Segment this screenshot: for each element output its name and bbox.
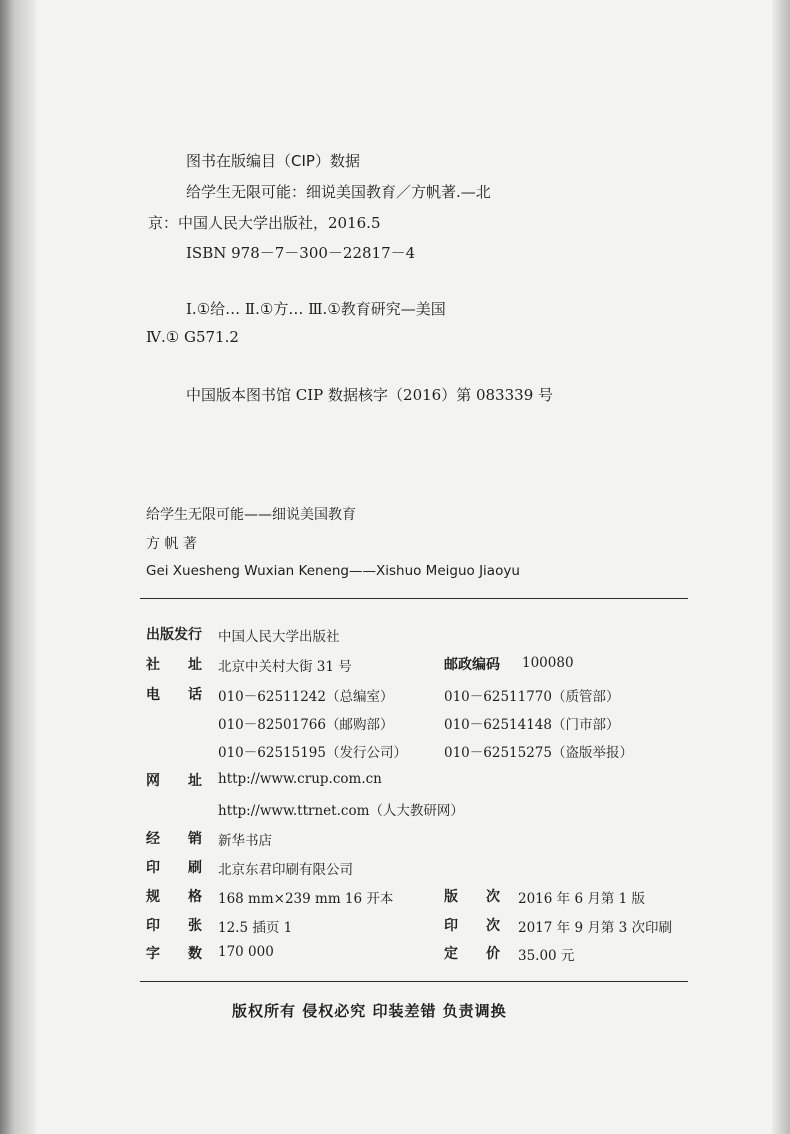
page-edge-shadow — [772, 0, 790, 1134]
phone-left-2: 010－82501766（邮购部） — [218, 717, 394, 733]
label-word-count: 字 数 — [146, 946, 202, 962]
value-printing: 2017 年 9 月第 3 次印刷 — [518, 920, 672, 936]
label-publisher: 出版发行 — [146, 627, 202, 643]
value-word-count: 170 000 — [218, 944, 274, 960]
label-edition: 版 次 — [444, 889, 500, 905]
label-spec: 规 格 — [146, 889, 202, 905]
cip-line-1: 给学生无限可能：细说美国教育／方帆著.—北 — [186, 183, 491, 201]
value-website-1: http://www.crup.com.cn — [218, 771, 382, 787]
label-price: 定 价 — [444, 946, 500, 962]
label-sheets: 印 张 — [146, 918, 202, 934]
label-postcode: 邮政编码 — [444, 657, 500, 673]
phone-right-3: 010－62515275（盗版举报） — [444, 745, 633, 761]
page-binding-shadow — [0, 0, 36, 1134]
book-title-pinyin: Gei Xuesheng Wuxian Keneng——Xishuo Meiguo Jiaoyu — [146, 563, 520, 579]
label-address: 社 址 — [146, 657, 202, 673]
phone-left-1: 010－62511242（总编室） — [218, 689, 394, 705]
cip-heading: 图书在版编目（CIP）数据 — [186, 152, 360, 170]
label-phone: 电 话 — [146, 687, 202, 703]
label-distributor: 经 销 — [146, 831, 202, 847]
divider-bottom — [140, 981, 688, 982]
label-website: 网 址 — [146, 773, 202, 789]
value-edition: 2016 年 6 月第 1 版 — [518, 891, 645, 907]
label-printer: 印 刷 — [146, 860, 202, 876]
cip-approval-number: 中国版本图书馆 CIP 数据核字（2016）第 083339 号 — [186, 386, 554, 404]
book-author: 方 帆 著 — [146, 536, 197, 552]
divider-top — [140, 598, 688, 599]
copyright-notice: 版权所有 侵权必究 印装差错 负责调换 — [232, 1002, 507, 1020]
value-sheets: 12.5 插页 1 — [218, 920, 293, 936]
value-website-2: http://www.ttrnet.com（人大教研网） — [218, 803, 464, 819]
value-price: 35.00 元 — [518, 948, 575, 964]
value-postcode: 100080 — [522, 655, 574, 671]
cip-classification-2: Ⅳ.① G571.2 — [146, 328, 239, 346]
phone-right-1: 010－62511770（质管部） — [444, 689, 620, 705]
value-publisher: 中国人民大学出版社 — [218, 629, 340, 645]
cip-classification-1: Ⅰ.①给… Ⅱ.①方… Ⅲ.①教育研究—美国 — [186, 300, 446, 318]
cip-line-2: 京：中国人民大学出版社，2016.5 — [148, 214, 381, 232]
cip-isbn: ISBN 978－7－300－22817－4 — [186, 244, 416, 262]
value-address: 北京中关村大街 31 号 — [218, 659, 352, 675]
phone-left-3: 010－62515195（发行公司） — [218, 745, 407, 761]
phone-right-2: 010－62514148（门市部） — [444, 717, 620, 733]
value-distributor: 新华书店 — [218, 833, 272, 849]
label-printing: 印 次 — [444, 918, 500, 934]
value-spec: 168 mm×239 mm 16 开本 — [218, 891, 394, 907]
book-title: 给学生无限可能——细说美国教育 — [146, 507, 356, 523]
value-printer: 北京东君印刷有限公司 — [218, 862, 353, 878]
